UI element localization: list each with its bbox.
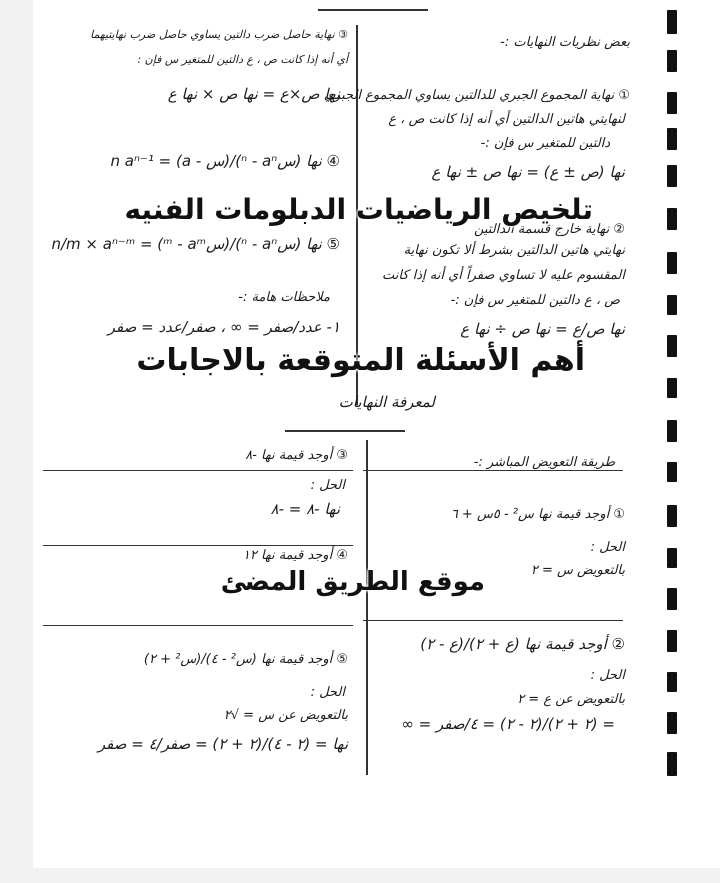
handwritten-line: ③ نهاية حاصل ضرب دالتين يساوي حاصل ضرب نهايتيهما bbox=[90, 28, 348, 41]
handwritten-line: طريقة التعويض المباشر :- bbox=[473, 455, 615, 470]
handwritten-line: نهايتي هاتين الدالتين بشرط ألا تكون نهاية bbox=[403, 243, 625, 258]
handwritten-line: أي أنه إذا كانت ص ، ع دالتين للمتغير س فإن : bbox=[137, 53, 348, 66]
handwritten-line: ④ أوجد قيمة نها ١٢ bbox=[242, 548, 348, 563]
binding-mark bbox=[667, 128, 677, 150]
handwritten-line: لنهايتي هاتين الدالتين أي أنه إذا كانت ص ، ع bbox=[388, 112, 625, 127]
handwritten-line: ① أوجد قيمة نها س² - ٥س + ٦ bbox=[450, 507, 625, 522]
handwritten-line: ② نهاية خارج قسمة الدالتين bbox=[473, 222, 625, 237]
column-divider bbox=[366, 440, 368, 775]
handwritten-line: الحل : bbox=[310, 478, 345, 493]
handwritten-line: ③ أوجد قيمة نها -٨ bbox=[245, 448, 348, 463]
handwritten-line: ص ، ع دالتين للمتغير س فإن :- bbox=[450, 293, 620, 308]
handwritten-formula: نها ص/ع = نها ص ÷ نها ع bbox=[460, 320, 625, 338]
binding-mark bbox=[667, 752, 677, 776]
handwritten-formula: ④ نها (سⁿ - aⁿ)/(س - a) = n aⁿ⁻¹ bbox=[110, 152, 340, 170]
handwritten-line: بالتعويض عن س = √٢ bbox=[223, 708, 348, 723]
handwritten-formula: ② أوجد قيمة نها (ع + ٢)/(ع - ٢) bbox=[420, 635, 625, 653]
top-rule bbox=[318, 9, 428, 11]
overlay-subtitle: أهم الأسئلة المتوقعة بالاجابات bbox=[136, 343, 585, 378]
handwritten-formula: نها (ص ± ع) = نها ص ± نها ع bbox=[431, 163, 625, 181]
handwritten-line: ملاحظات هامة :- bbox=[238, 290, 330, 305]
binding-mark bbox=[667, 505, 677, 527]
binding-mark bbox=[667, 295, 677, 315]
binding-mark bbox=[667, 252, 677, 274]
handwritten-line: الحل : bbox=[590, 668, 625, 683]
handwritten-formula: = (٢ + ٢)/(٢ - ٢) = ٤/صفر = ∞ bbox=[401, 715, 615, 733]
binding-mark bbox=[667, 712, 677, 734]
section-rule bbox=[43, 625, 353, 626]
handwritten-formula: نها = (٢ - ٤)/(٢ + ٢) = صفر/٤ = صفر bbox=[97, 735, 348, 753]
handwritten-line: بالتعويض عن ع = ٢ bbox=[517, 692, 625, 707]
handwritten-heading: لمعرفة النهايات bbox=[338, 393, 435, 411]
handwritten-formula: نها ص×ع = نها ص × نها ع bbox=[167, 85, 340, 103]
binding-mark bbox=[667, 462, 677, 482]
binding-mark bbox=[667, 420, 677, 442]
handwritten-line: ① نهاية المجموع الجبري للدالتين يساوي المجموع الجبري bbox=[323, 88, 630, 103]
handwritten-formula: ١- عدد/صفر = ∞ ، صفر/عدد = صفر bbox=[107, 318, 340, 336]
overlay-site-name: موقع الطريق المضئ bbox=[220, 567, 485, 597]
handwritten-line: دالتين للمتغير س فإن :- bbox=[480, 136, 610, 151]
handwritten-line: المقسوم عليه لا تساوي صفراً أي أنه إذا كانت bbox=[381, 268, 625, 283]
binding-mark bbox=[667, 165, 677, 187]
binding-mark bbox=[667, 672, 677, 692]
handwritten-line: الحل : bbox=[310, 685, 345, 700]
handwritten-line: بعض نظريات النهايات :- bbox=[500, 35, 630, 50]
binding-mark bbox=[667, 378, 677, 398]
section-rule bbox=[43, 470, 353, 471]
binding-mark bbox=[667, 548, 677, 568]
binding-mark bbox=[667, 92, 677, 114]
scanned-page bbox=[33, 0, 720, 868]
binding-mark bbox=[667, 10, 677, 34]
handwritten-line: ⑤ أوجد قيمة نها (س² - ٤)/(س² + ٢) bbox=[143, 652, 348, 667]
section-rule bbox=[363, 620, 623, 621]
binding-mark bbox=[667, 588, 677, 610]
section-rule bbox=[285, 430, 405, 432]
section-rule bbox=[43, 545, 353, 546]
handwritten-line: الحل : bbox=[590, 540, 625, 555]
binding-mark bbox=[667, 630, 677, 652]
handwritten-formula: نها -٨ = -٨ bbox=[270, 500, 340, 518]
handwritten-line: بالتعويض س = ٢ bbox=[530, 563, 625, 578]
binding-mark bbox=[667, 50, 677, 72]
section-rule bbox=[363, 470, 623, 471]
handwritten-formula: ⑤ نها (سⁿ - aⁿ)/(سᵐ - aᵐ) = n/m × aⁿ⁻ᵐ bbox=[51, 235, 340, 253]
binding-mark bbox=[667, 208, 677, 230]
overlay-title: تلخيص الرياضيات الدبلومات الفنيه bbox=[124, 193, 593, 226]
binding-mark bbox=[667, 335, 677, 357]
